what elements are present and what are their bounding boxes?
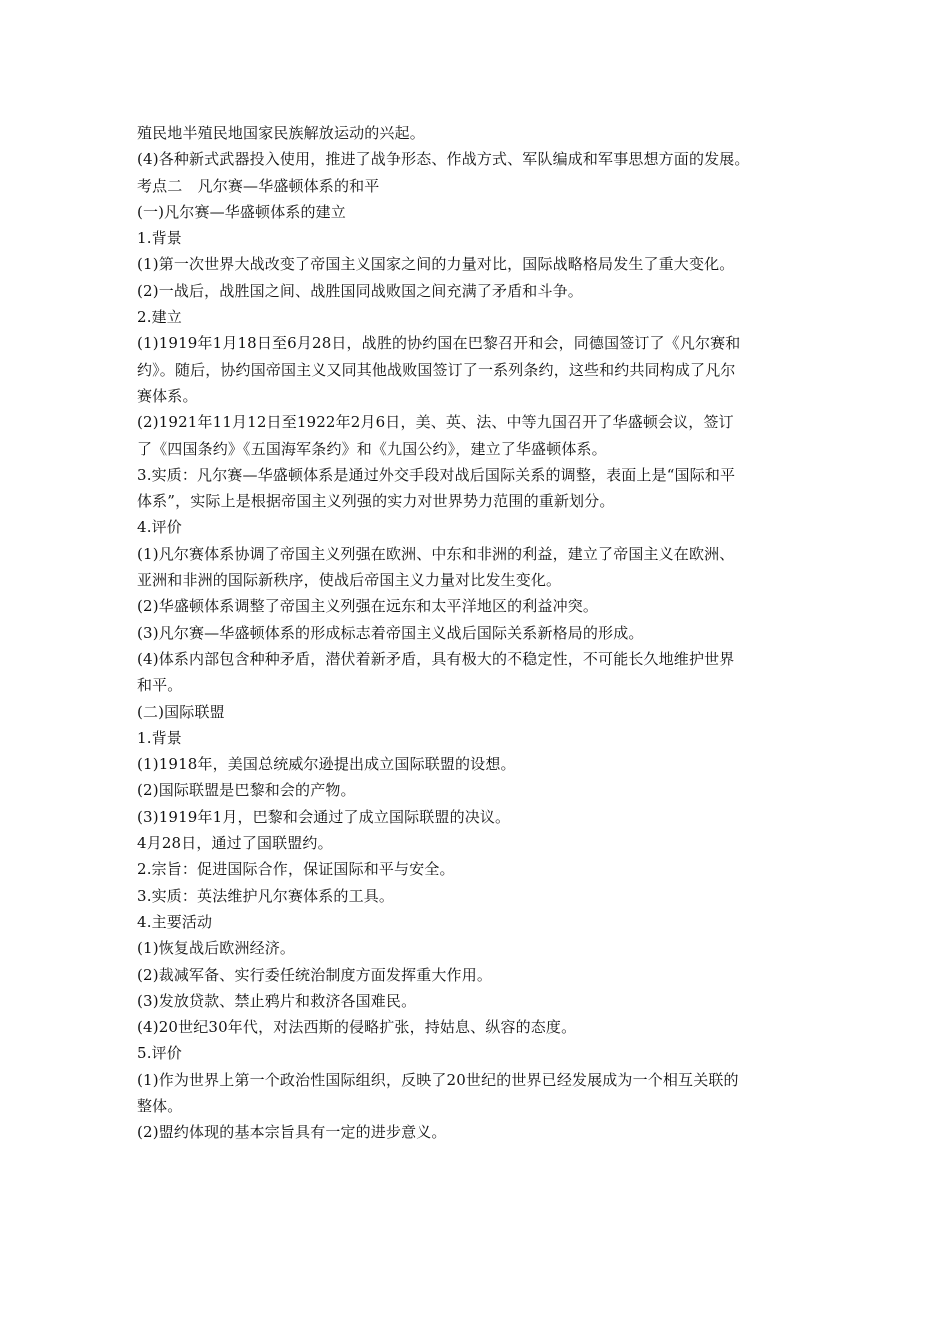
text-line: 和平。 (137, 676, 183, 695)
text-line: 亚洲和非洲的国际新秩序，使战后帝国主义力量对比发生变化。 (137, 571, 562, 590)
text-line: (2)华盛顿体系调整了帝国主义列强在远东和太平洋地区的利益冲突。 (137, 597, 599, 616)
text-line: 考点二 凡尔赛—华盛顿体系的和平 (137, 176, 380, 195)
text-line: (4)20世纪30年代，对法西斯的侵略扩张，持姑息、纵容的态度。 (137, 1018, 577, 1037)
text-line: 4.评价 (137, 518, 182, 537)
text-line: (2)一战后，战胜国之间、战胜国同战败国之间充满了矛盾和斗争。 (137, 281, 583, 300)
text-line: 整体。 (137, 1096, 183, 1115)
text-line: (二)国际联盟 (137, 702, 225, 721)
text-line: (1)凡尔赛体系协调了帝国主义列强在欧洲、中东和非洲的利益，建立了帝国主义在欧洲、 (137, 544, 735, 563)
text-line: (2)盟约体现的基本宗旨具有一定的进步意义。 (137, 1123, 447, 1142)
text-line: 2.建立 (137, 308, 182, 327)
text-line: (2)裁减军备、实行委任统治制度方面发挥重大作用。 (137, 965, 492, 984)
text-line: 1.背景 (137, 229, 182, 248)
text-line: 4.主要活动 (137, 912, 213, 931)
text-line: (2)国际联盟是巴黎和会的产物。 (137, 781, 356, 800)
text-line: 约》。随后，协约国帝国主义又同其他战败国签订了一系列条约，这些和约共同构成了凡尔 (137, 360, 736, 379)
text-line: (3)1919年1月，巴黎和会通过了成立国际联盟的决议。 (137, 807, 511, 826)
text-line: (1)1919年1月18日至6月28日，战胜的协约国在巴黎召开和会，同德国签订了《凡尔赛和 (137, 334, 741, 353)
text-line: (一)凡尔赛—华盛顿体系的建立 (137, 202, 346, 221)
text-line: (4)体系内部包含种种矛盾，潜伏着新矛盾，具有极大的不稳定性，不可能长久地维护世界 (137, 649, 735, 668)
text-line: 3.实质：英法维护凡尔赛体系的工具。 (137, 886, 395, 905)
text-line: (1)恢复战后欧洲经济。 (137, 939, 296, 958)
text-line: 4月28日，通过了国联盟约。 (137, 834, 333, 853)
text-line: (2)1921年11月12日至1922年2月6日，美、英、法、中等九国召开了华盛顿会议，签订 (137, 413, 734, 432)
text-line: 殖民地半殖民地国家民族解放运动的兴起。 (137, 124, 425, 142)
text-line: 2.宗旨：促进国际合作，保证国际和平与安全。 (137, 860, 455, 879)
text-line: 5.评价 (137, 1044, 182, 1063)
text-line: (3)发放贷款、禁止鸦片和救济各国难民。 (137, 991, 417, 1010)
text-line: 1.背景 (137, 728, 182, 747)
text-line: (4)各种新式武器投入使用，推进了战争形态、作战方式、军队编成和军事思想方面的发展。 (137, 150, 750, 169)
document-body (137, 120, 827, 1146)
text-line: (1)1918年，美国总统威尔逊提出成立国际联盟的设想。 (137, 755, 516, 774)
text-line: 了《四国条约》《五国海军条约》和《九国公约》，建立了华盛顿体系。 (137, 439, 607, 458)
text-line: (1)第一次世界大战改变了帝国主义国家之间的力量对比，国际战略格局发生了重大变化。 (137, 255, 735, 274)
text-line: (3)凡尔赛—华盛顿体系的形成标志着帝国主义战后国际关系新格局的形成。 (137, 623, 644, 642)
text-line: 赛体系。 (137, 386, 198, 405)
text-line: 3.实质：凡尔赛—华盛顿体系是通过外交手段对战后国际关系的调整，表面上是“国际和平 (137, 465, 736, 484)
text-line: 体系”，实际上是根据帝国主义列强的实力对世界势力范围的重新划分。 (137, 492, 615, 511)
text-line: (1)作为世界上第一个政治性国际组织，反映了20世纪的世界已经发展成为一个相互关联的 (137, 1070, 739, 1089)
